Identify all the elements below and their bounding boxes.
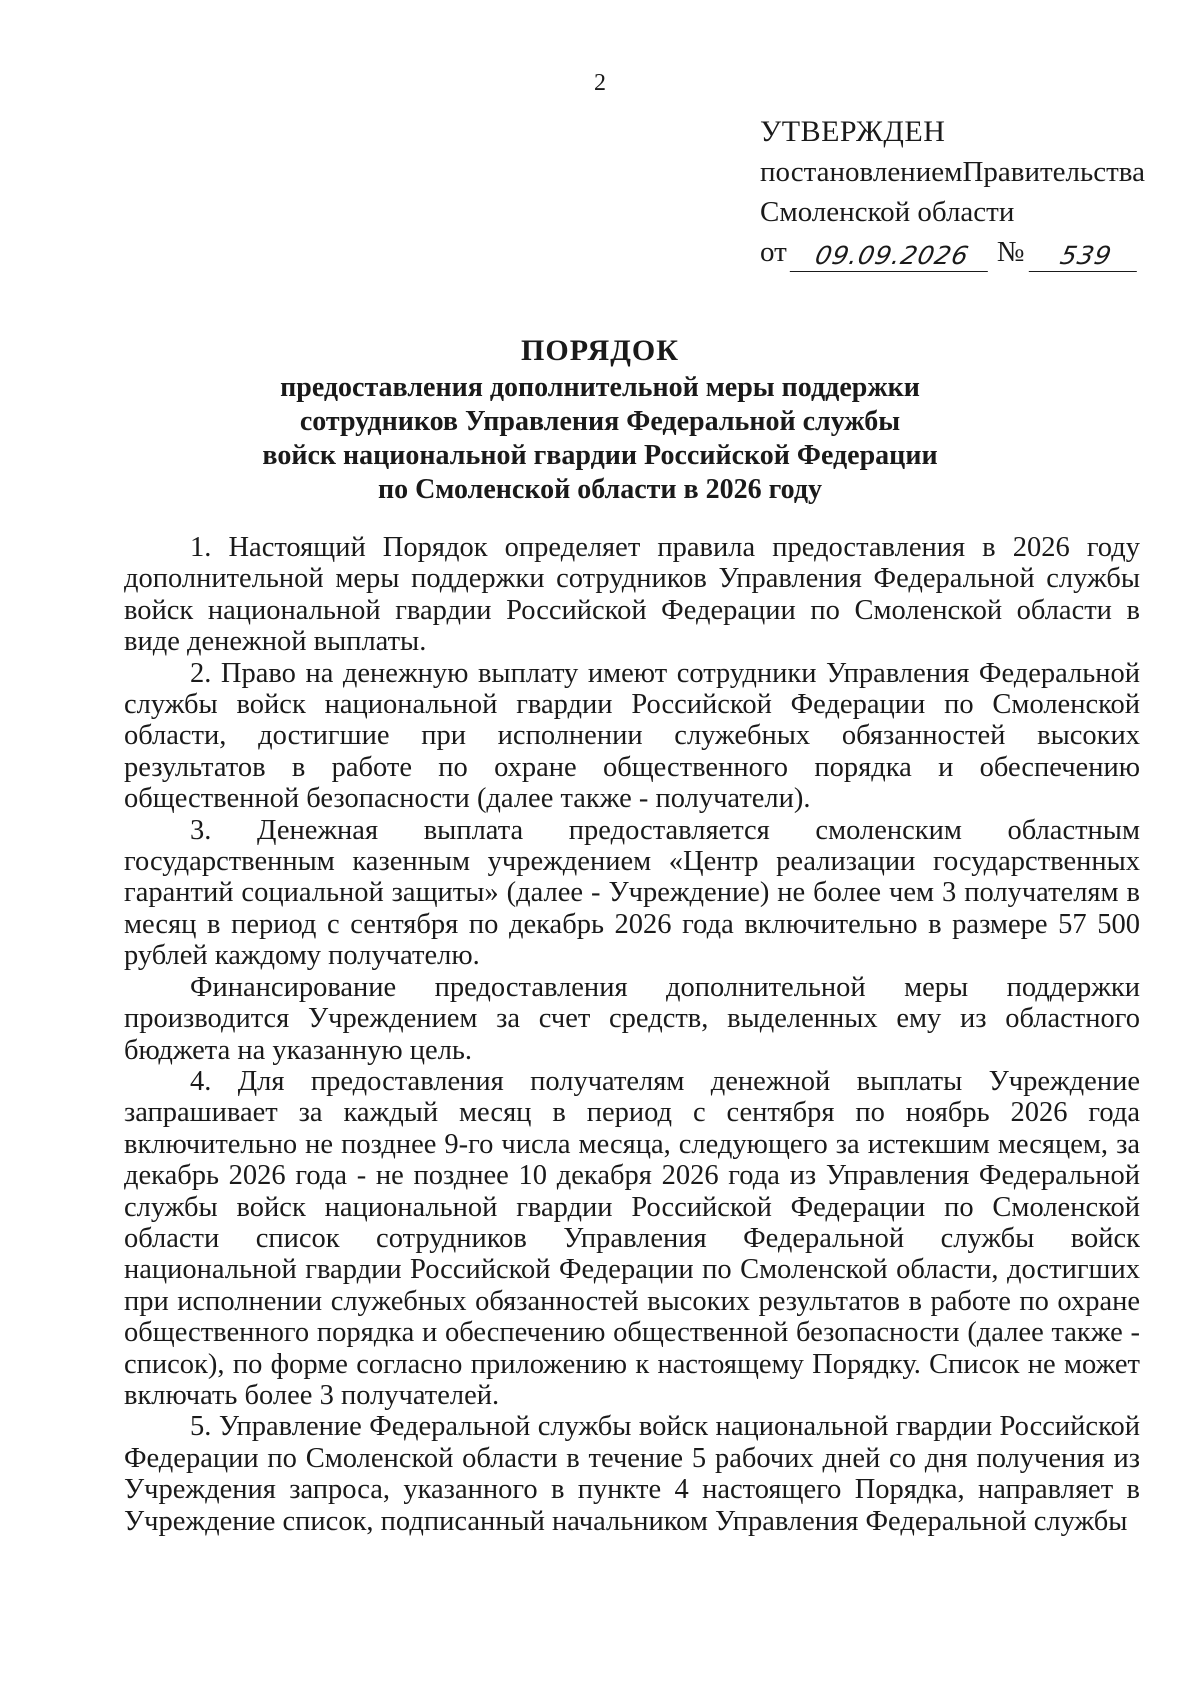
document-body bbox=[124, 532, 1140, 1537]
paragraph-3-financing: Финансирование предоставления дополнительной меры поддержки производится Учреждением за счет средств, выделенных ему из областного бюджета на указанную цель. bbox=[124, 971, 1140, 1066]
approval-decree-word: постановлением bbox=[760, 156, 963, 188]
paragraph-4: 4. Для предоставления получателям денежной выплаты Учреждение запрашивает за каждый месяц в период с сентября по ноябрь 2026 года включительно не позднее 9-го числа месяца, следующего за истекшим месяцем, за декабрь 2026 года - не позднее 10 декабря 2026 года из Управления Федеральной службы войск национальной гвардии Российской Федерации по Смоленской области список сотрудников Управления Федеральной службы войск национальной гвардии Российской Федерации по Смоленской области, достигших при исполнении служебных обязанностей высоких результатов в работе по охране общественного порядка и обеспечению общественной безопасности (далее также - список), по форме согласно приложению к настоящему Порядку. Список не может включать более 3 получателей. bbox=[124, 1065, 1140, 1411]
approval-date-number-row bbox=[760, 232, 1160, 272]
heading-line-1: предоставления дополнительной меры поддержки bbox=[280, 372, 920, 403]
approval-government-word: Правительства bbox=[962, 156, 1145, 188]
date-prefix: от bbox=[760, 236, 787, 268]
heading-line-2: сотрудников Управления Федеральной службы bbox=[299, 406, 901, 437]
heading-line-4: по Смоленской области в 2026 году bbox=[377, 474, 823, 505]
handwritten-date: 09.09.2026 bbox=[790, 241, 995, 272]
document-heading bbox=[0, 334, 1200, 507]
heading-line-3: войск национальной гвардии Российской Федерации bbox=[262, 440, 938, 471]
paragraph-5: 5. Управление Федеральной службы войск национальной гвардии Российской Федерации по Смоленской области в течение 5 рабочих дней со дня получения из Учреждения запроса, указанного в пункте 4 настоящего Порядка, направляет в Учреждение список, подписанный начальником Управления Федеральной службы bbox=[124, 1411, 1140, 1537]
approval-line-1 bbox=[760, 152, 1145, 192]
paragraph-2: 2. Право на денежную выплату имеют сотрудники Управления Федеральной службы войск национальной гвардии Российской Федерации по Смоленской области, достигшие при исполнении служебных обязанностей высоких результатов в работе по охране общественного порядка и обеспечению общественной безопасности (далее также - получатели). bbox=[124, 657, 1140, 815]
approval-title: УТВЕРЖДЕН bbox=[760, 115, 946, 148]
paragraph-3: 3. Денежная выплата предоставляется смоленским областным государственным казенным учреждением «Центр реализации государственных гарантий социальной защиты» (далее - Учреждение) не более чем 3 получателям в месяц в период с сентября по декабрь 2026 года включительно в размере 57 500 рублей каждому получателю. bbox=[124, 814, 1140, 972]
number-sign: № bbox=[996, 236, 1025, 268]
paragraph-1: 1. Настоящий Порядок определяет правила предоставления в 2026 году дополнительной меры поддержки сотрудников Управления Федеральной службы войск национальной гвардии Российской Федерации по Смоленской области в виде денежной выплаты. bbox=[124, 532, 1140, 658]
approval-line-2: Смоленской области bbox=[760, 196, 1015, 228]
approval-stamp-block bbox=[760, 112, 1160, 272]
page-number: 2 bbox=[594, 70, 606, 96]
document-title: ПОРЯДОК bbox=[521, 334, 679, 367]
handwritten-number: 539 bbox=[1029, 241, 1144, 272]
